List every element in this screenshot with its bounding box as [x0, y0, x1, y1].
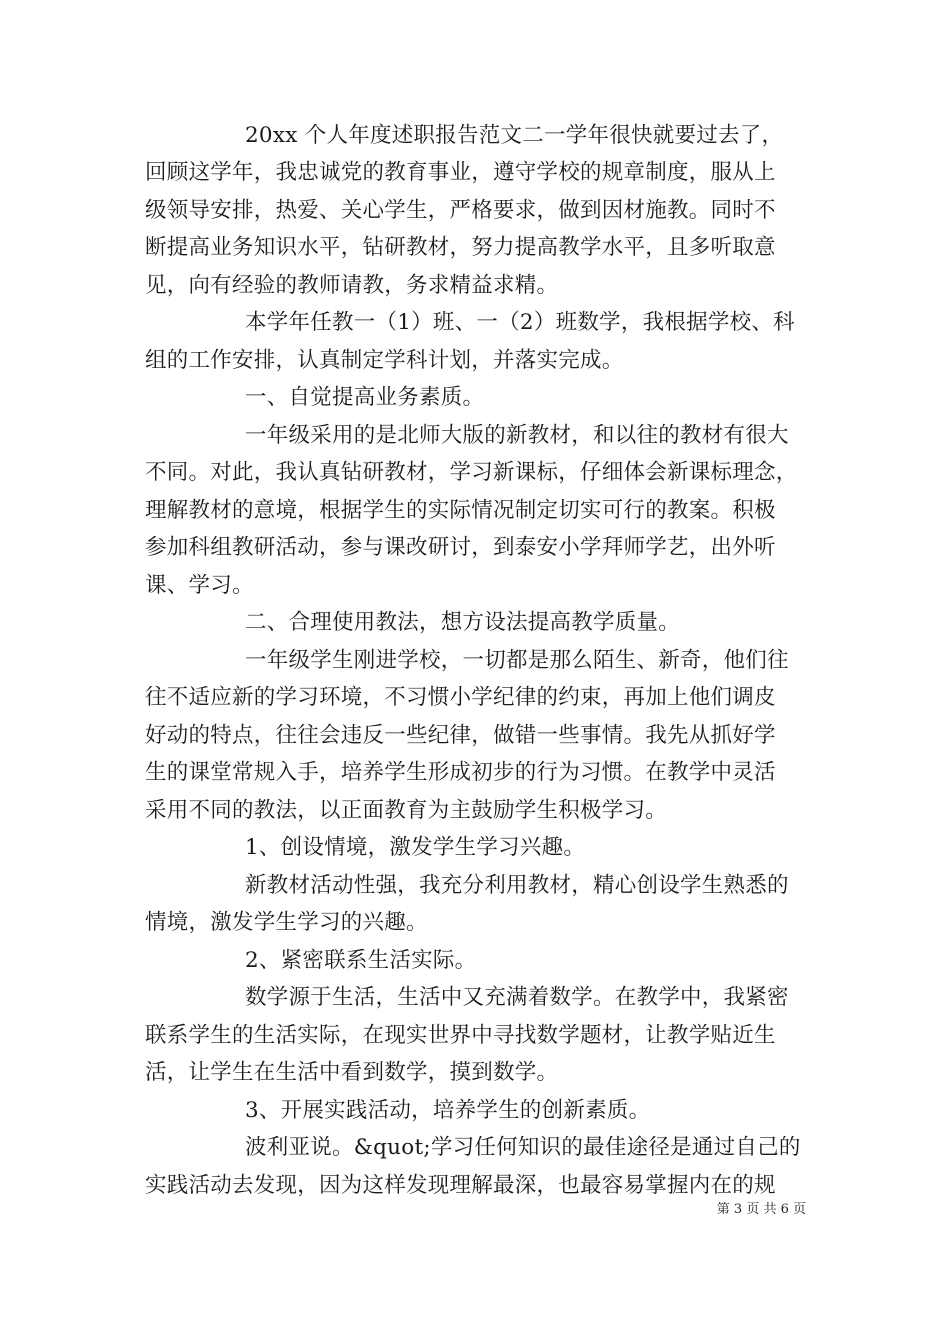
paragraph-line: 20xx 个人年度述职报告范文二一学年很快就要过去了，: [245, 123, 784, 148]
paragraph-line: 断提高业务知识水平，钻研教材，努力提高教学水平，且多听取意: [145, 235, 776, 260]
paragraph-line: 理解教材的意境，根据学生的实际情况制定切实可行的教案。积极: [145, 498, 776, 523]
paragraph-line: 一年级采用的是北师大版的新教材，和以往的教材有很大: [245, 423, 789, 448]
paragraph-line: 本学年任教一（1）班、一（2）班数学，我根据学校、科: [245, 310, 795, 335]
paragraph-line: 回顾这学年，我忠诚党的教育事业，遵守学校的规章制度，服从上: [145, 160, 776, 185]
paragraph-line: 活，让学生在生活中看到数学，摸到数学。: [145, 1060, 559, 1085]
paragraph-line: 情境，激发学生学习的兴趣。: [145, 910, 428, 935]
subsection-heading: 1、创设情境，激发学生学习兴趣。: [245, 835, 586, 860]
paragraph-line: 生的课堂常规入手，培养学生形成初步的行为习惯。在教学中灵活: [145, 760, 776, 785]
paragraph-line: 课、学习。: [145, 573, 254, 598]
paragraph-line: 好动的特点，往往会违反一些纪律，做错一些事情。我先从抓好学: [145, 723, 776, 748]
page-number-footer: 第 3 页 共 6 页: [716, 1202, 806, 1217]
paragraph-line: 不同。对此，我认真钻研教材，学习新课标，仔细体会新课标理念，: [145, 460, 798, 485]
paragraph-line: 采用不同的教法，以正面教育为主鼓励学生积极学习。: [145, 798, 668, 823]
subsection-heading: 2、紧密联系生活实际。: [245, 948, 477, 973]
paragraph-line: 实践活动去发现，因为这样发现理解最深，也最容易掌握内在的规: [145, 1173, 776, 1198]
paragraph-line: 新教材活动性强，我充分利用教材，精心创设学生熟悉的: [245, 873, 789, 898]
subsection-heading: 3、开展实践活动，培养学生的创新素质。: [245, 1098, 651, 1123]
section-heading: 一、自觉提高业务素质。: [245, 385, 485, 410]
paragraph-line: 联系学生的生活实际，在现实世界中寻找数学题材，让教学贴近生: [145, 1023, 776, 1048]
paragraph-line: 组的工作安排，认真制定学科计划，并落实完成。: [145, 348, 624, 373]
paragraph-line: 参加科组教研活动，参与课改研讨，到泰安小学拜师学艺，出外听: [145, 535, 776, 560]
section-heading: 二、合理使用教法，想方设法提高教学质量。: [245, 610, 681, 635]
paragraph-line: 一年级学生刚进学校，一切都是那么陌生、新奇，他们往: [245, 648, 789, 673]
paragraph-line: 级领导安排，热爱、关心学生，严格要求，做到因材施教。同时不: [145, 198, 776, 223]
paragraph-line: 数学源于生活，生活中又充满着数学。在教学中，我紧密: [245, 985, 789, 1010]
paragraph-line: 往不适应新的学习环境，不习惯小学纪律的约束，再加上他们调皮: [145, 685, 776, 710]
paragraph-line: 见，向有经验的教师请教，务求精益求精。: [145, 273, 559, 298]
paragraph-line: 波利亚说。&quot;学习任何知识的最佳途径是通过自己的: [245, 1135, 801, 1160]
